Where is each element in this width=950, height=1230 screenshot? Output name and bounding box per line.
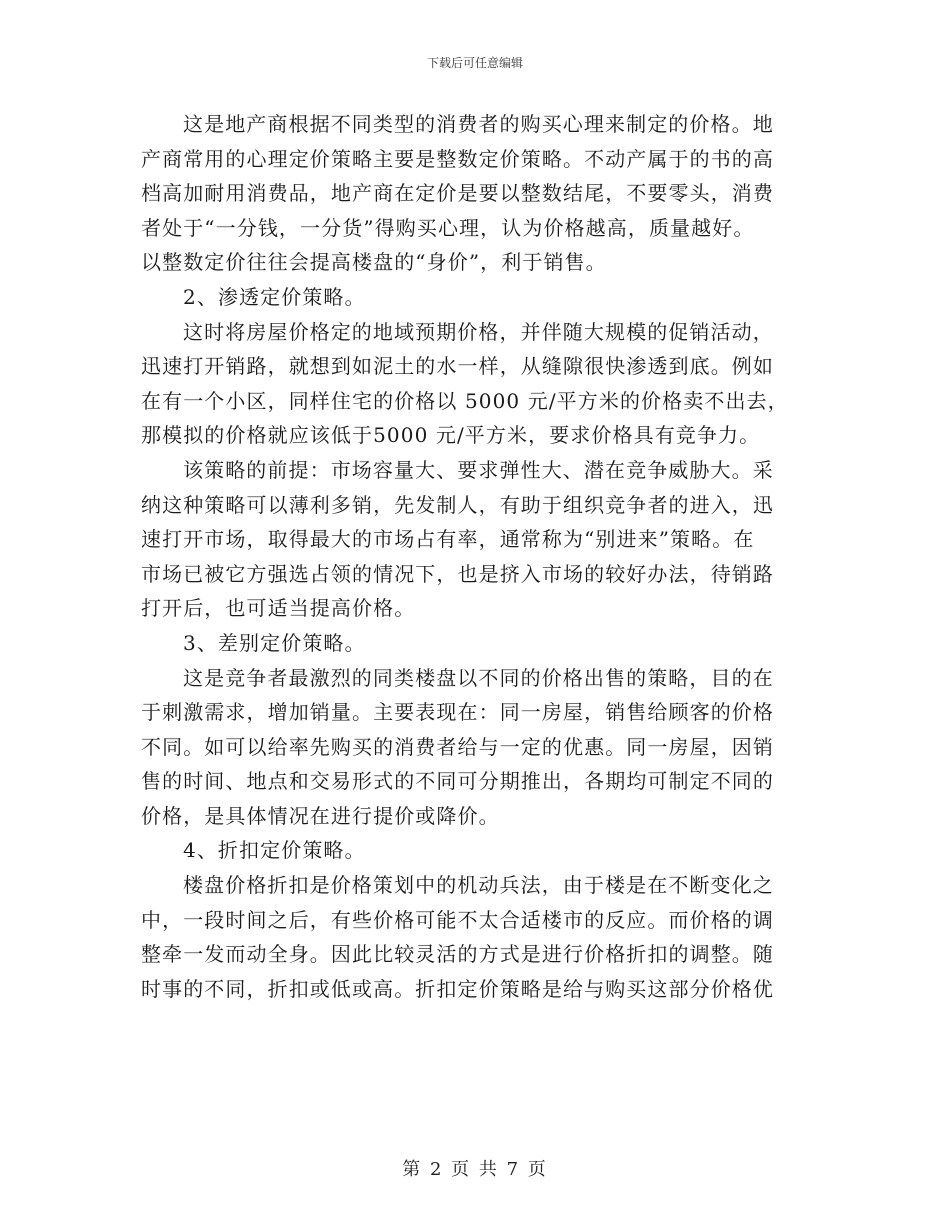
text-line: 产商常用的心理定价策略主要是整数定价策略。不动产属于的书的高 — [141, 146, 774, 171]
text-line: 于刺激需求，增加销量。主要表现在：同一房屋，销售给顾客的价格 — [141, 700, 774, 725]
text-line: 市场已被它方强选占领的情况下，也是挤入市场的较好办法，待销路 — [141, 561, 774, 586]
text-line: 者处于“一分钱，一分货”得购买心理，认为价格越高，质量越好。 — [141, 215, 755, 240]
text-line: 中，一段时间之后，有些价格可能不太合适楼市的反应。而价格的调 — [141, 907, 774, 932]
paragraph — [141, 453, 801, 626]
heading-text: 2、渗透定价策略。 — [183, 284, 366, 309]
section-heading — [141, 833, 801, 868]
text-line: 楼盘价格折扣是价格策划中的机动兵法，由于楼是在不断变化之 — [183, 873, 774, 898]
text-line: 这时将房屋价格定的地域预期价格，并伴随大规模的促销活动， — [183, 319, 774, 344]
text-line: 打开后，也可适当提高价格。 — [141, 596, 416, 621]
text-line: 以整数定价往往会提高楼盘的“身价”，利于销售。 — [141, 250, 607, 275]
heading-text: 3、差别定价策略。 — [183, 630, 366, 655]
text-line: 在有一个小区，同样住宅的价格以 5000 元/平方米的价格卖不出去， — [141, 388, 789, 413]
page-header: 下载后可任意编辑 — [426, 56, 523, 70]
text-line: 这是竞争者最激烈的同类楼盘以不同的价格出售的策略，目的在 — [183, 665, 774, 690]
paragraph — [141, 661, 801, 834]
paragraph — [141, 868, 801, 1006]
text-line: 不同。如可以给率先购买的消费者给与一定的优惠。同一房屋，因销 — [141, 734, 774, 759]
paragraph — [141, 315, 801, 453]
text-line: 速打开市场，取得最大的市场占有率，通常称为“别进来”策略。在 — [141, 527, 755, 552]
section-heading — [141, 626, 801, 661]
paragraph — [141, 107, 801, 280]
text-line: 整牵一发而动全身。因此比较灵活的方式是进行价格折扣的调整。随 — [141, 942, 774, 967]
section-heading — [141, 280, 801, 315]
text-line: 该策略的前提：市场容量大、要求弹性大、潜在竞争威胁大。采 — [183, 457, 774, 482]
text-line: 这是地产商根据不同类型的消费者的购买心理来制定的价格。地 — [183, 112, 774, 136]
text-line: 档高加耐用消费品，地产商在定价是要以整数结尾，不要零头，消费 — [141, 181, 774, 206]
document-body — [141, 107, 801, 1006]
page-number: 第 2 页 共 7 页 — [402, 1159, 548, 1180]
text-line: 迅速打开销路，就想到如泥土的水一样，从缝隙很快渗透到底。例如 — [141, 354, 774, 379]
text-line: 售的时间、地点和交易形式的不同可分期推出，各期均可制定不同的 — [141, 769, 774, 794]
text-line: 纳这种策略可以薄利多销，先发制人，有助于组织竞争者的进入，迅 — [141, 492, 774, 517]
text-line: 价格，是具体情况在进行提价或降价。 — [141, 803, 500, 828]
text-line: 那模拟的价格就应该低于5000 元/平方米，要求价格具有竞争力。 — [141, 423, 761, 448]
heading-text: 4、折扣定价策略。 — [183, 838, 366, 863]
text-line: 时事的不同，折扣或低或高。折扣定价策略是给与购买这部分价格优 — [141, 976, 774, 1001]
